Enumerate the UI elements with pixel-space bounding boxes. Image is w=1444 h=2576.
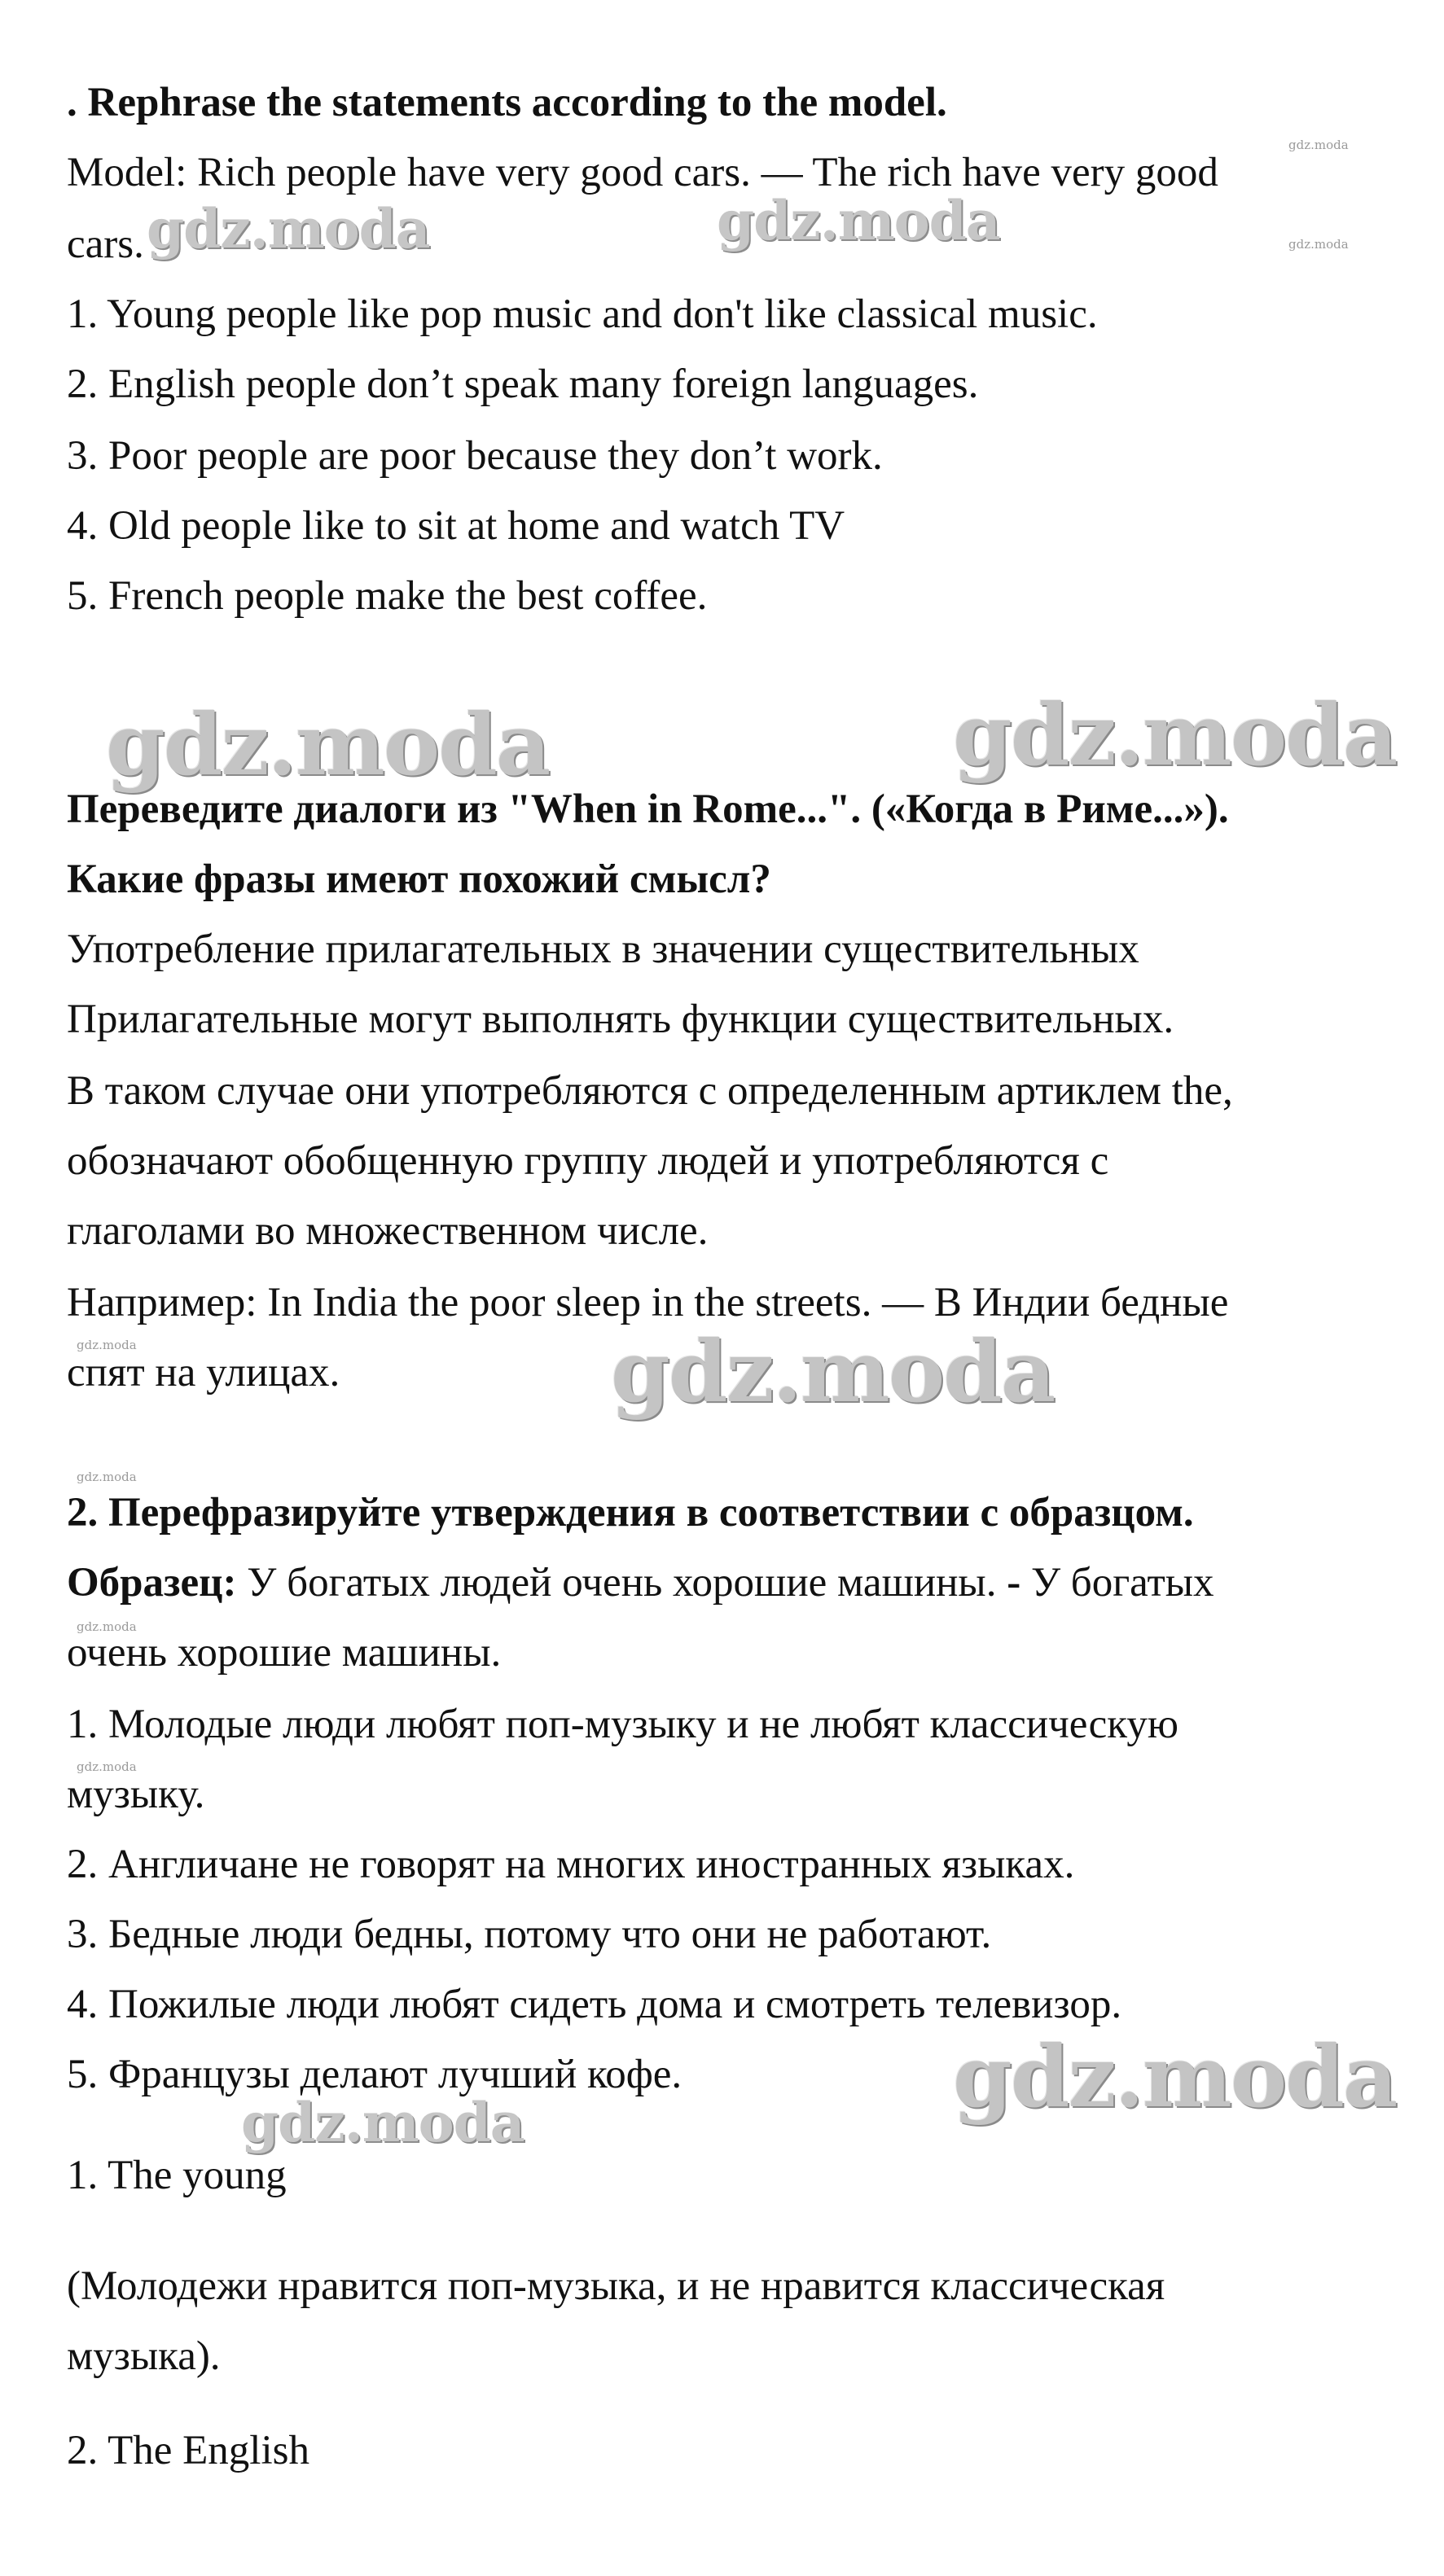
english-task-heading: . Rephrase the statements according to the model.	[67, 80, 947, 125]
russian-model-line-1	[67, 1558, 1214, 1607]
answer-2: 2. The English	[67, 2428, 309, 2473]
russian-item-1-line-2: музыку.	[67, 1772, 205, 1817]
russian-model-text-end: У богатых	[1020, 1560, 1214, 1606]
grammar-line-4: обозначают обобщенную группу людей и употребляются с	[67, 1138, 1109, 1184]
english-item-5: 5. French people make the best coffee.	[67, 573, 708, 619]
watermark: gdz.moda	[147, 197, 430, 261]
answer-1-translation-line-1: (Молодежи нравится поп-музыка, и не нравится классическая	[67, 2263, 1165, 2309]
grammar-line-1: Употребление прилагательных в значении существительных	[67, 927, 1139, 972]
grammar-example-line-1: Например: In India the poor sleep in the streets. — В Индии бедные	[67, 1280, 1229, 1325]
translation-heading-line-1: Переведите диалоги из "When in Rome...". («Когда в Риме...»).	[67, 786, 1229, 832]
watermark: gdz.moda	[953, 685, 1397, 785]
watermark-small: gdz.moda	[77, 1759, 137, 1774]
russian-item-3: 3. Бедные люди бедны, потому что они не работают.	[67, 1912, 992, 1957]
watermark-small: gdz.moda	[1288, 138, 1349, 152]
grammar-line-3: В таком случае они употребляются с определенным артиклем the,	[67, 1068, 1233, 1114]
watermark: gdz.moda	[717, 189, 1000, 252]
russian-task-heading: 2. Перефразируйте утверждения в соответствии с образцом.	[67, 1490, 1194, 1536]
russian-model-text: У богатых людей очень хорошие машины.	[236, 1560, 1007, 1606]
grammar-example-line-2: спят на улицах.	[67, 1350, 340, 1395]
watermark: gdz.moda	[241, 2091, 524, 2154]
watermark: gdz.moda	[611, 1321, 1055, 1422]
grammar-line-2: Прилагательные могут выполнять функции существительных.	[67, 997, 1174, 1042]
watermark-small: gdz.moda	[77, 1619, 137, 1634]
answer-1: 1. The young	[67, 2153, 287, 2198]
watermark-small: gdz.moda	[77, 1338, 137, 1352]
russian-item-1-line-1: 1. Молодые люди любят поп-музыку и не любят классическую	[67, 1702, 1178, 1747]
watermark-small: gdz.moda	[77, 1470, 137, 1484]
russian-item-4: 4. Пожилые люди любят сидеть дома и смотреть телевизор.	[67, 1982, 1122, 2027]
watermark-small: gdz.moda	[1288, 237, 1349, 252]
russian-item-2: 2. Англичане не говорят на многих иностранных языках.	[67, 1842, 1075, 1887]
english-item-1: 1. Young people like pop music and don't like classical music.	[67, 291, 1098, 337]
russian-model-label: Образец:	[67, 1560, 237, 1606]
english-model-line-1: Model: Rich people have very good cars. — The rich have very good	[67, 150, 1218, 195]
grammar-line-5: глаголами во множественном числе.	[67, 1208, 709, 1254]
english-item-3: 3. Poor people are poor because they don’t work.	[67, 433, 883, 479]
answer-1-translation-line-2: музыка).	[67, 2333, 221, 2379]
english-model-line-2: cars.	[67, 221, 144, 267]
watermark: gdz.moda	[106, 694, 550, 795]
russian-model-line-2: очень хорошие машины.	[67, 1630, 502, 1676]
watermark: gdz.moda	[953, 2026, 1397, 2127]
russian-model-dash: -	[1007, 1560, 1021, 1606]
english-item-4: 4. Old people like to sit at home and watch TV	[67, 503, 845, 549]
translation-heading-line-2: Какие фразы имеют похожий смысл?	[67, 856, 771, 902]
russian-item-5: 5. Французы делают лучший кофе.	[67, 2052, 682, 2097]
english-item-2: 2. English people don’t speak many foreign languages.	[67, 361, 979, 407]
